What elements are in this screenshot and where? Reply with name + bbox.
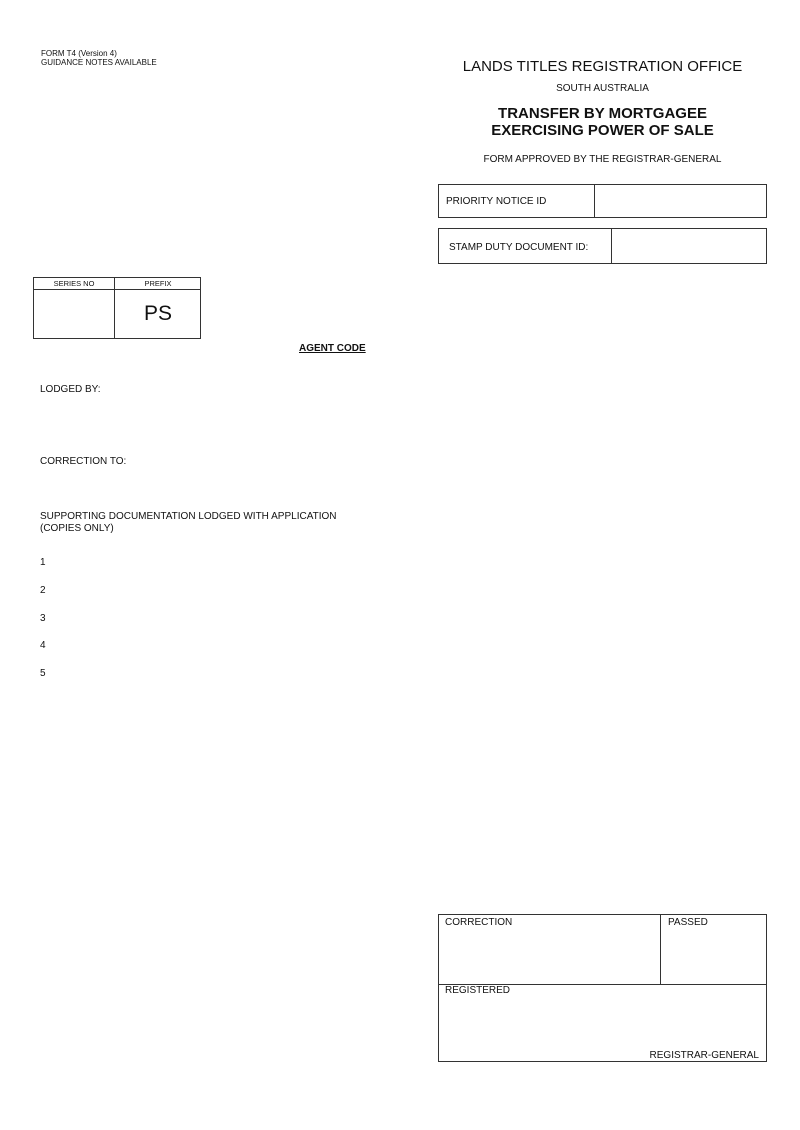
supporting-docs-label: SUPPORTING DOCUMENTATION LODGED WITH APPLICATION xyxy=(40,511,337,522)
stamp-duty-divider xyxy=(611,229,612,263)
supporting-item-2: 2 xyxy=(40,585,46,596)
agent-code-label: AGENT CODE xyxy=(299,343,366,354)
supporting-item-3: 3 xyxy=(40,613,46,624)
prefix-label: PREFIX xyxy=(144,279,172,288)
series-header-line xyxy=(34,289,200,290)
form-identifier: FORM T4 (Version 4) xyxy=(41,49,117,58)
state-label: SOUTH AUSTRALIA xyxy=(556,83,649,94)
supporting-item-5: 5 xyxy=(40,668,46,679)
supporting-item-4: 4 xyxy=(40,640,46,651)
correction-to-label: CORRECTION TO: xyxy=(40,456,127,467)
supporting-docs-note: (COPIES ONLY) xyxy=(40,523,114,534)
guidance-notes-label: GUIDANCE NOTES AVAILABLE xyxy=(41,58,157,67)
series-prefix-box xyxy=(33,277,201,339)
office-use-divider xyxy=(660,915,661,984)
stamp-duty-box xyxy=(438,228,767,264)
registered-label: REGISTERED xyxy=(445,985,511,996)
approval-statement: FORM APPROVED BY THE REGISTRAR-GENERAL xyxy=(483,154,722,165)
stamp-duty-label: STAMP DUTY DOCUMENT ID: xyxy=(449,242,589,253)
document-title-line-1: TRANSFER BY MORTGAGEE xyxy=(498,105,707,122)
priority-notice-label: PRIORITY NOTICE ID xyxy=(446,196,547,207)
document-title xyxy=(440,105,765,139)
office-title: LANDS TITLES REGISTRATION OFFICE xyxy=(462,58,743,75)
prefix-value: PS xyxy=(143,302,172,325)
priority-notice-divider xyxy=(594,185,595,217)
supporting-item-1: 1 xyxy=(40,557,46,568)
document-title-line-2: EXERCISING POWER OF SALE xyxy=(491,122,714,139)
passed-label: PASSED xyxy=(668,917,708,928)
correction-label: CORRECTION xyxy=(445,917,513,928)
priority-notice-box xyxy=(438,184,767,218)
registrar-general-label: REGISTRAR-GENERAL xyxy=(649,1050,759,1061)
lodged-by-label: LODGED BY: xyxy=(40,384,101,395)
series-no-label: SERIES NO xyxy=(53,279,95,288)
office-use-box xyxy=(438,914,767,1062)
